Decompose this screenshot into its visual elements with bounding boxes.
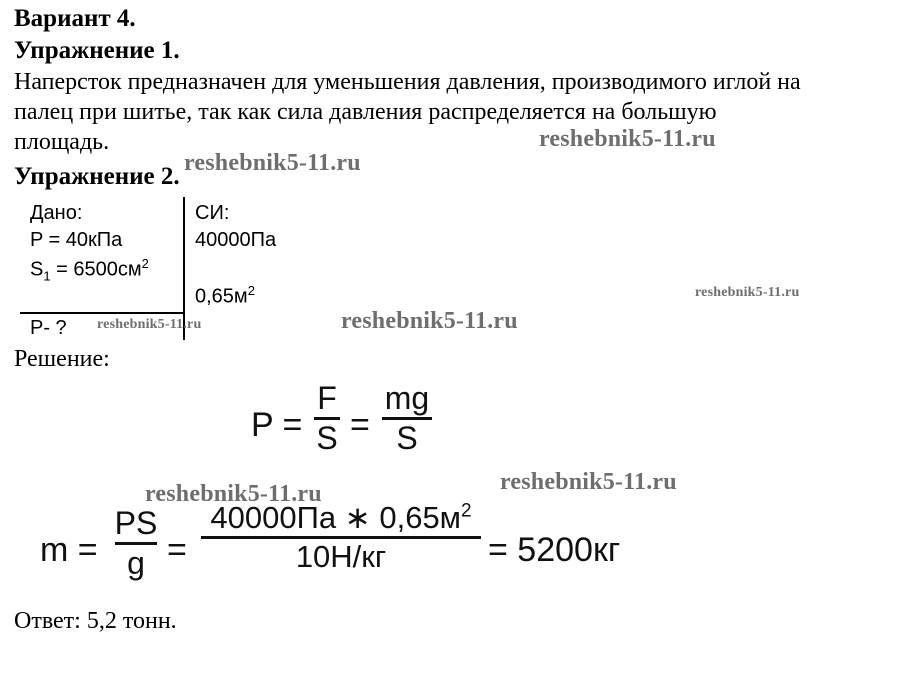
watermark: reshebnik5-11.ru [539,126,716,152]
watermark: reshebnik5-11.ru [184,150,361,176]
watermark: reshebnik5-11.ru [500,469,677,495]
exercise-2-title: Упражнение 2. [14,163,180,190]
watermark: reshebnik5-11.ru [341,308,518,334]
formula2-frac2-numerator-exponent: 2 [461,500,472,522]
formula1-frac2-denominator: S [396,420,418,456]
formula2-frac1-denominator: g [127,545,145,581]
given-area-symbol: S [30,258,44,281]
variant-heading: Вариант 4. [14,5,136,32]
formula1-fraction-f-over-s [314,380,340,457]
formula2-fraction-ps-over-g [115,505,157,582]
formula2-frac1-numerator: PS [114,505,158,541]
formula2-frac2-numerator-text: 40000Па ∗ 0,65м [210,500,461,535]
given-area-value: = 6500см [50,258,142,281]
formula2-frac2-denominator: 10Н/кг [295,539,387,574]
given-area [30,256,149,284]
formula2-lhs: m = [40,531,98,569]
exercise-1-text-line-1: Наперсток предназначен для уменьшения давления, производимого иглой на [14,69,801,95]
si-area [195,283,255,309]
watermark: reshebnik5-11.ru [695,285,800,300]
si-area-exponent: 2 [247,283,255,298]
formula1-lhs: P = [251,406,303,444]
answer: Ответ: 5,2 тонн. [14,608,177,634]
solution-label: Решение: [14,346,110,372]
formula2-result: = 5200кг [488,531,621,569]
formula1-frac1-denominator: S [316,420,338,456]
si-area-value: 0,65м [195,285,248,308]
exercise-1-text-line-2: палец при шитье, так как сила давления распределяется на большую [14,99,717,125]
exercise-1-title: Упражнение 1. [14,37,180,64]
watermark: reshebnik5-11.ru [97,317,202,332]
given-area-subscript: 1 [43,268,51,284]
formula2-equals: = [167,531,187,569]
formula2-fraction-values [201,500,481,575]
formula1-fraction-mg-over-s [382,380,432,457]
watermark: reshebnik5-11.ru [145,481,322,507]
given-find: P- ? [30,317,67,339]
si-pressure: 40000Па [195,229,277,251]
given-divider-horizontal [20,312,184,314]
formula1-frac1-numerator: F [317,380,337,416]
given-pressure: P = 40кПа [30,229,123,251]
given-area-exponent: 2 [141,256,149,271]
exercise-1-text-line-3: площадь. [14,129,110,155]
si-label: СИ: [195,202,230,224]
given-label: Дано: [30,202,83,224]
formula1-frac2-numerator: mg [384,380,430,416]
formula1-equals: = [350,406,370,444]
